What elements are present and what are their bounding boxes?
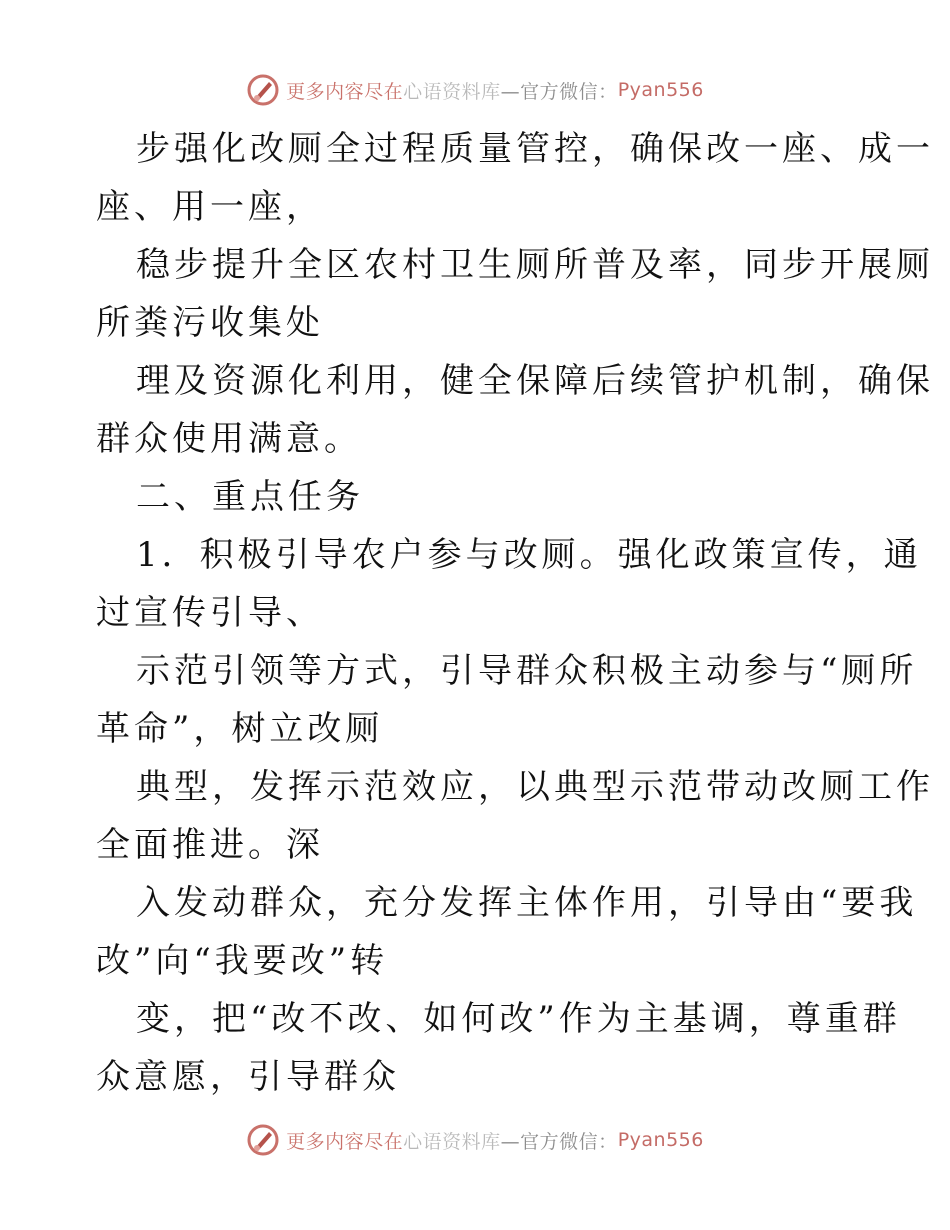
text-line: 改”向“我要改”转	[96, 941, 389, 981]
text-line: 座、用一座，	[96, 187, 324, 227]
watermark-text-c: —官方微信：	[500, 1130, 618, 1153]
text-line: 步强化改厕全过程质量管控，确保改一座、成一	[136, 129, 934, 169]
watermark-text-d: Pyan556	[617, 79, 704, 101]
text-line: 全面推进。深	[96, 825, 324, 865]
document-body	[96, 120, 934, 1106]
text-line: 过宣传引导、	[96, 593, 324, 633]
header-watermark	[0, 70, 950, 110]
watermark-text-a: 更多内容尽在	[286, 80, 404, 103]
watermark-text-d: Pyan556	[617, 1129, 704, 1151]
watermark-text-b: 心语资料库	[403, 1130, 501, 1153]
text-line: 变，把“改不改、如何改”作为主基调，尊重群	[136, 999, 901, 1039]
section-heading: 二、重点任务	[136, 477, 364, 517]
text-line: 1．积极引导农户参与改厕。强化政策宣传，通	[136, 535, 922, 575]
watermark-text-c: —官方微信：	[500, 80, 618, 103]
text-line: 入发动群众，充分发挥主体作用，引导由“要我	[136, 883, 918, 923]
text-line: 示范引领等方式，引导群众积极主动参与“厕所	[136, 651, 918, 691]
footer-watermark	[0, 1120, 950, 1160]
text-line: 理及资源化利用，健全保障后续管护机制，确保	[136, 361, 934, 401]
text-line: 稳步提升全区农村卫生厕所普及率，同步开展厕	[136, 245, 934, 285]
pen-circle-icon	[246, 1123, 280, 1157]
text-line: 革命”，树立改厕	[96, 709, 384, 749]
text-line: 典型，发挥示范效应，以典型示范带动改厕工作	[136, 767, 934, 807]
text-line: 众意愿，引导群众	[96, 1057, 400, 1097]
watermark-text-a: 更多内容尽在	[286, 1130, 404, 1153]
text-line: 群众使用满意。	[96, 419, 362, 459]
text-line: 所粪污收集处	[96, 303, 324, 343]
watermark-text-b: 心语资料库	[403, 80, 501, 103]
pen-circle-icon	[246, 73, 280, 107]
